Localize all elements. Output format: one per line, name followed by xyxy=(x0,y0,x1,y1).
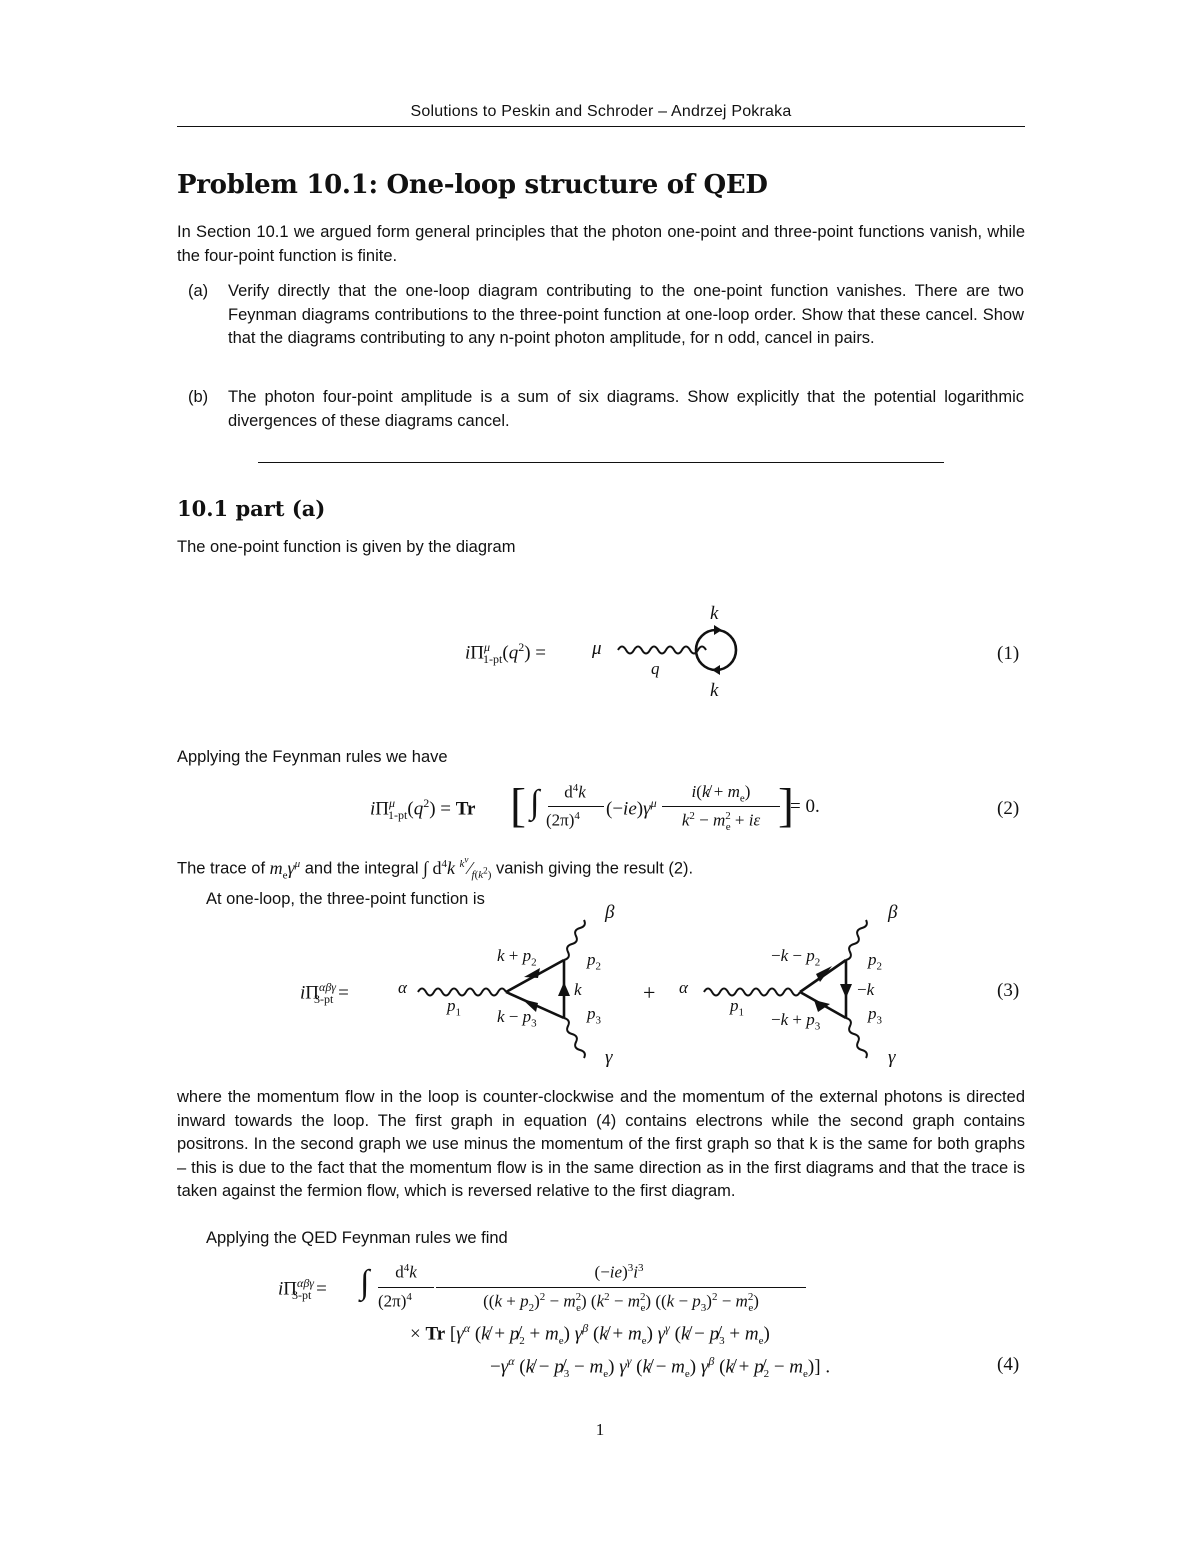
diagram3-left-top-edge: $k + p_2$ xyxy=(497,946,537,969)
diagram3-left-p2: $p_2$ xyxy=(587,950,601,973)
diagram3-left-p1: $p_1$ xyxy=(447,996,461,1019)
problem-intro: In Section 10.1 we argued form general principles that the photon one-point and three-point functions vanish, while the four-point function is finite. xyxy=(177,223,1025,265)
diagram3-left-gamma: γ xyxy=(605,1047,613,1068)
diagram3-left-beta: β xyxy=(605,902,615,923)
diagram3-left-alpha: α xyxy=(398,978,407,997)
diagram3-left-bottom-edge: $k - p_3$ xyxy=(497,1007,537,1030)
section-heading: 10.1 part (a) xyxy=(177,496,326,521)
p3b: At one-loop, the three-point function is xyxy=(206,889,485,908)
diagram3-right-beta: β xyxy=(888,902,898,923)
diagram3-left-p3: $p_3$ xyxy=(587,1004,601,1027)
paragraph-trace: The trace of $m_e\gamma^\mu$ and the integral ∫ $d^4k$ $^{k^\nu}⁄_{f(k^2)}$ vanish giving the result (2). At one-loop, the three-point function is xyxy=(177,854,694,908)
diagram3-right-top-edge: $-k - p_2$ xyxy=(771,946,821,969)
eq4-line1: $i\Pi^{\alpha\beta\gamma}_{3-pt}$ = ∫ $d^4k$ $(2\pi)^4$ $(-ie)^3i^3$ $((k + p_2)^2 - m^2_e)$ $(k^2 - m^2_e) ((k - p_3)^2 - m^2_e)$ xyxy=(278,1260,838,1320)
eq1-lhs: $i\Pi^\mu_{1-pt}(q^2)$ = xyxy=(465,640,547,667)
photon-p2-left xyxy=(564,920,585,960)
p3-pre: The trace of xyxy=(177,859,270,878)
diagram3-right-gamma: γ xyxy=(888,1047,896,1068)
p3-post: vanish giving the result (2). xyxy=(491,859,694,878)
eq3-lhs: $i\Pi^{\alpha\beta\gamma}_{3-pt}$ = xyxy=(300,980,349,1007)
diagram3-left-right-edge: k xyxy=(574,980,582,999)
diagram3-right-p3: $p_3$ xyxy=(868,1004,882,1027)
arrow-right-right xyxy=(840,984,852,998)
eq4-line3: $-\gamma^\alpha$ (k̸ − $p̸_3 - m_e$) $\gamma^\gamma$ (k̸ − $m_e$) $\gamma^\beta$ (k̸ + $p̸_2 - m_e$)] . xyxy=(490,1354,831,1381)
header-rule xyxy=(177,126,1025,127)
one-point-diagram xyxy=(610,600,750,700)
diagram3-right-p1: $p_1$ xyxy=(730,996,744,1019)
diagram3-right-p2: $p_2$ xyxy=(868,950,882,973)
item-a-text: Verify directly that the one-loop diagram contributing to the one-point function vanishes. There are two Feynman diagrams contributions to the three-point function at one-loop order. Show that these cancel. Show that the diagrams contributing to any n-point photon amplitude, for n odd, cancel in pairs. xyxy=(228,282,1024,347)
diagram3-right-bottom-edge: $-k + p_3$ xyxy=(771,1010,821,1033)
diagram3-plus: + xyxy=(643,980,656,1005)
diagram3-right-right-edge: −k xyxy=(857,980,875,999)
eq1-loop-bottom-label: k xyxy=(710,680,719,701)
item-a-label: (a) xyxy=(188,282,209,300)
eq3-number: (3) xyxy=(997,980,1020,1001)
eq1-loop-top-label: k xyxy=(710,603,719,624)
photon-line xyxy=(618,647,706,654)
eq1-number: (1) xyxy=(997,643,1020,664)
section-separator xyxy=(258,462,944,463)
paragraph-momentum-flow: where the momentum flow in the loop is counter-clockwise and the momentum of the external photons is directed inward towards the loop. The first graph in equation (4) contains electrons while the second graph contains positrons. In the second graph we use minus the momentum of the first graph so that k is the same for both graphs – this is due to the fact that the momentum flow is in the same direction as in the first diagrams and that the trace is taken against the fermion flow, which is reversed relative to the first diagram. xyxy=(177,1088,1025,1200)
eq4-number: (4) xyxy=(997,1354,1020,1375)
eq2-number: (2) xyxy=(997,798,1020,819)
item-b-text: The photon four-point amplitude is a sum of six diagrams. Show explicitly that the potential logarithmic divergences of these diagrams cancel. xyxy=(228,388,1024,430)
fermion-loop xyxy=(696,630,736,670)
eq1-mu-label: μ xyxy=(592,638,602,659)
paragraph-qed-rules: Applying the QED Feynman rules we find xyxy=(206,1229,508,1247)
p3-mid: and the integral xyxy=(300,859,424,878)
paragraph-one-point: The one-point function is given by the diagram xyxy=(177,538,516,556)
loop-arrow-top xyxy=(714,625,722,635)
paragraph-feynman-rules: Applying the Feynman rules we have xyxy=(177,748,448,766)
arrow-right-left xyxy=(558,982,570,996)
eq4-line2: × Tr [$\gamma^\alpha$ (k̸ + $p̸_2 + m_e$) $\gamma^\beta$ (k̸ + $m_e$) $\gamma^\gamma$ (k̸ − $p̸_3 + m_e$) xyxy=(410,1321,770,1348)
page-number: 1 xyxy=(595,1420,605,1439)
loop-arrow-bottom xyxy=(712,665,720,675)
photon-p1-right xyxy=(704,989,800,996)
photon-p3-right xyxy=(846,1018,867,1058)
photon-p3-left xyxy=(564,1018,585,1058)
item-b-label: (b) xyxy=(188,388,209,406)
diagram3-right-alpha: α xyxy=(679,978,688,997)
photon-p1-left xyxy=(418,989,506,996)
running-header: Solutions to Peskin and Schroder – Andrzej Pokraka xyxy=(410,103,792,120)
photon-p2-right xyxy=(846,920,867,960)
problem-title: Problem 10.1: One-loop structure of QED xyxy=(177,170,768,200)
eq2-body: $i\Pi^\mu_{1-pt}(q^2) = Tr$ [ ∫ $d^4k$ $(2\pi)^4$ $(-ie)\gamma^\mu$ i(k̸ + $m_e$) $k^2 - m^2_e + i\varepsilon$ ] = 0. xyxy=(370,779,820,834)
eq1-q-label: q xyxy=(651,659,660,678)
arrow-top-left xyxy=(524,968,540,978)
